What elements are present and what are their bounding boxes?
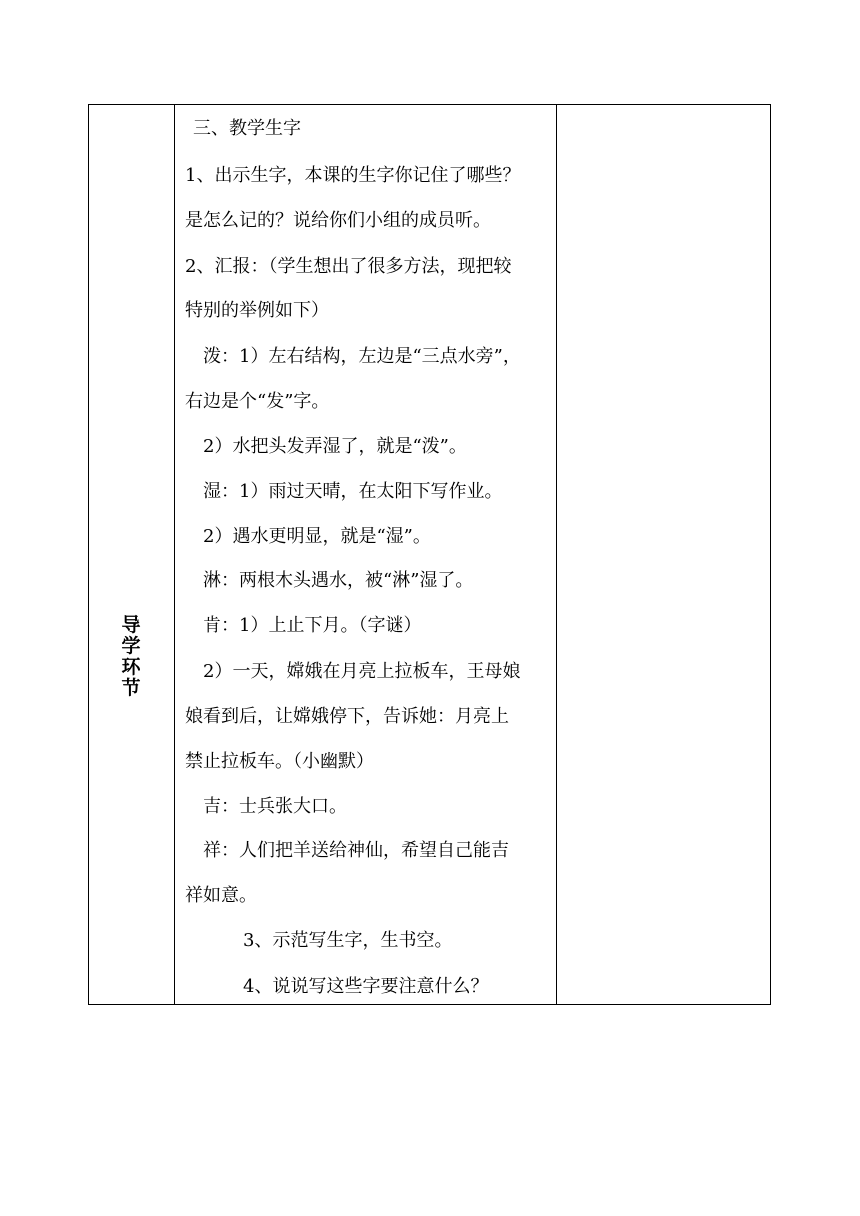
content-line-6: 泼：1）左右结构，左边是“三点水旁”， [203,346,521,367]
section-label-cell [89,105,175,1004]
content-line-9: 湿：1）雨过天晴，在太阳下写作业。 [203,481,503,502]
content-line-7: 右边是个“发”字。 [185,391,330,412]
section-label: 导学环节 [121,614,141,699]
notes-cell [557,105,770,1004]
content-line-14: 娘看到后，让嫦娥停下，告诉她：月亮上 [185,706,509,727]
content-line-2: 1、出示生字，本课的生字你记住了哪些？ [185,165,521,186]
content-line-15: 禁止拉板车。（小幽默） [185,751,374,772]
content-line-10: 2）遇水更明显，就是“湿”。 [203,526,431,547]
content-line-19: 3、示范写生字，生书空。 [243,930,453,951]
content-line-18: 祥如意。 [185,885,257,906]
content-line-12: 肯：1）上止下月。（字谜） [203,615,422,636]
content-line-4: 2、汇报：（学生想出了很多方法，现把较 [185,256,512,277]
content-line-13: 2）一天，嫦娥在月亮上拉板车，王母娘 [203,661,521,682]
lesson-table [88,104,771,1005]
content-line-3: 是怎么记的？说给你们小组的成员听。 [185,210,491,231]
content-line-16: 吉：士兵张大口。 [203,796,347,817]
content-line-1: 三、教学生字 [193,118,301,139]
content-line-17: 祥：人们把羊送给神仙，希望自己能吉 [203,840,509,861]
content-cell [175,105,557,1004]
content-line-8: 2）水把头发弄湿了，就是“泼”。 [203,436,467,457]
content-line-5: 特别的举例如下） [185,300,329,321]
content-line-20: 4、说说写这些字要注意什么？ [243,976,489,997]
content-line-11: 淋：两根木头遇水，被“淋”湿了。 [203,570,474,591]
